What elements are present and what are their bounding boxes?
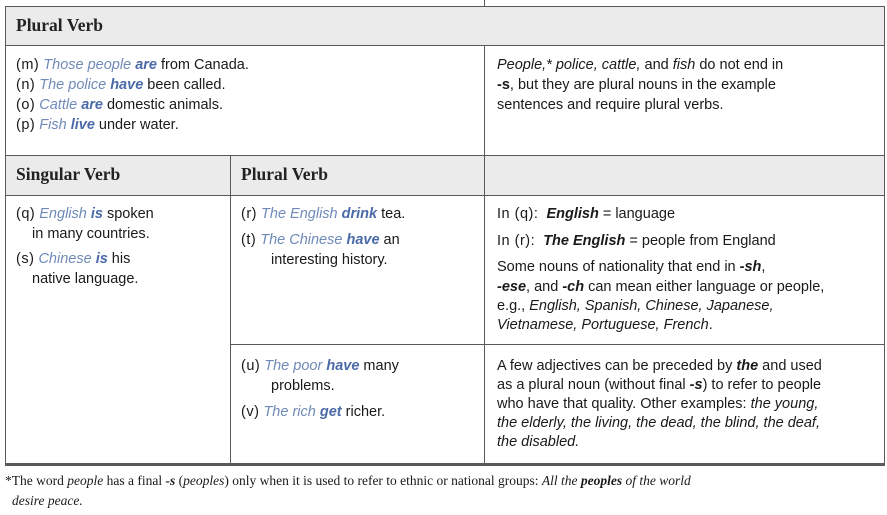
explanation-word: police, cattle, — [551, 57, 641, 73]
example-subject: The poor — [264, 358, 323, 374]
suffix-ch: -ch — [562, 279, 585, 295]
example-subject: English — [39, 206, 87, 222]
table-left-border — [5, 6, 6, 465]
explanation-line — [497, 76, 783, 96]
example-verb: have — [326, 358, 360, 374]
explanation-text: In (q): — [497, 206, 539, 222]
example-rest: many — [359, 358, 399, 374]
example-q-continued: in many countries. — [32, 226, 150, 242]
example-rest: under water. — [94, 117, 179, 133]
example-subject: The Chinese — [260, 232, 343, 248]
example-q — [16, 205, 154, 225]
example-verb: have — [110, 77, 144, 93]
rule-above-column-headers — [5, 155, 885, 156]
example-subject: The English — [261, 206, 338, 222]
footnote — [5, 471, 691, 511]
example-subject: Fish — [39, 117, 67, 133]
explanation-text: who have that quality. Other examples: — [497, 396, 751, 412]
section1-explanation — [497, 56, 783, 116]
explanation-text: and — [640, 57, 673, 73]
explanation-line: the elderly, the living, the dead, the blind, the deaf, — [497, 415, 820, 431]
explanation-text: do not end in — [695, 57, 784, 73]
suffix-sh: -sh — [739, 259, 762, 275]
explanation-line — [497, 96, 783, 116]
example-r — [241, 205, 405, 225]
example-rest: his — [107, 251, 131, 267]
explanation-text: . — [708, 317, 713, 333]
plural-verb-column-heading: Plural Verb — [241, 164, 329, 184]
footnote-word: people — [67, 473, 104, 488]
example-t-continued: interesting history. — [271, 252, 388, 268]
example-verb: are — [81, 97, 103, 113]
suffix-ese: -ese — [497, 279, 527, 295]
explanation-word: Vietnamese, Portuguese, French — [497, 317, 709, 333]
example-verb: is — [90, 206, 103, 222]
explanation-text: and used — [758, 358, 822, 374]
example-rest: from Canada. — [156, 57, 249, 73]
explanation-line — [497, 278, 824, 297]
explanation-line — [497, 56, 783, 76]
example-label: (q) — [16, 206, 36, 222]
example-rest: been called. — [143, 77, 226, 93]
example-p — [16, 116, 249, 136]
suffix-s: -s — [689, 377, 703, 393]
explanation-text: Some nouns of nationality that end in — [497, 259, 740, 275]
example-label: (p) — [16, 117, 36, 133]
example-label: (t) — [241, 232, 257, 248]
example-m — [16, 56, 249, 76]
singular-plural-divider — [230, 155, 231, 465]
example-label: (r) — [241, 206, 257, 222]
explanation-word: English, Spanish, Chinese, Japanese, — [529, 298, 774, 314]
section2-explanation — [497, 205, 824, 335]
example-verb: have — [346, 232, 380, 248]
explanation-text: = language — [598, 206, 676, 222]
explanation-line — [497, 205, 824, 225]
explanation-line: the disabled. — [497, 434, 580, 450]
explanation-line — [497, 376, 822, 395]
example-label: (m) — [16, 57, 40, 73]
section3-examples — [241, 357, 399, 423]
section3-explanation — [497, 357, 822, 452]
example-u-continued: problems. — [271, 378, 335, 394]
explanation-text: In (r): — [497, 233, 536, 249]
example-rest: domestic animals. — [102, 97, 224, 113]
explanation-text: , and — [526, 279, 563, 295]
footnote-line-1 — [5, 471, 691, 491]
example-label: (v) — [241, 404, 260, 420]
footnote-line-2: desire peace. — [12, 493, 83, 508]
singular-examples — [16, 205, 154, 290]
example-verb: drink — [341, 206, 378, 222]
singular-verb-heading: Singular Verb — [16, 164, 121, 184]
explanation-text: e.g., — [497, 298, 530, 314]
example-rest: spoken — [102, 206, 154, 222]
footnote-text: *The word — [5, 473, 68, 488]
example-t — [241, 231, 405, 251]
example-verb: is — [95, 251, 108, 267]
plural-examples — [241, 205, 405, 271]
footnote-suffix: -s — [165, 473, 176, 488]
table-top-rule — [5, 6, 885, 7]
example-label: (o) — [16, 97, 36, 113]
footnote-text: ) only when it is used to refer to ethnic or national groups: — [224, 473, 542, 488]
example-subject: Cattle — [39, 97, 78, 113]
example-verb: get — [319, 404, 342, 420]
explanation-text: sentences and require plural verbs. — [497, 97, 724, 113]
example-verb: are — [135, 57, 157, 73]
explanation-line — [497, 258, 824, 278]
rule-below-column-headers — [5, 195, 885, 196]
example-label: (s) — [16, 251, 35, 267]
explanation-text: = people from England — [625, 233, 776, 249]
example-v — [241, 403, 399, 423]
explanation-text: can mean either language or people, — [584, 279, 825, 295]
explanation-line — [497, 357, 822, 376]
section1-examples — [16, 56, 249, 136]
plural-verb-header-band — [5, 7, 885, 45]
footnote-text: ( — [175, 473, 184, 488]
footnote-word: peoples — [183, 473, 225, 488]
explanation-text: ) to refer to people — [702, 377, 822, 393]
example-s-continued: native language. — [32, 271, 139, 287]
example-o — [16, 96, 249, 116]
suffix-s: -s — [497, 77, 510, 93]
top-stub-divider — [484, 0, 485, 7]
example-subject: Chinese — [38, 251, 92, 267]
example-label: (u) — [241, 358, 261, 374]
example-rest: tea. — [377, 206, 406, 222]
footnote-example: of the world — [622, 473, 691, 488]
footnote-example-bold: peoples — [580, 473, 623, 488]
example-subject: The rich — [263, 404, 316, 420]
example-subject: The police — [39, 77, 107, 93]
footnote-example: All the — [541, 473, 581, 488]
table-right-border — [884, 6, 885, 465]
example-rest: an — [379, 232, 400, 248]
plural-verb-heading: Plural Verb — [16, 15, 104, 35]
explanation-line — [497, 316, 824, 335]
example-label: (n) — [16, 77, 36, 93]
footnote-text: has a final — [103, 473, 166, 488]
example-subject: Those people — [43, 57, 132, 73]
word-the: the — [736, 358, 759, 374]
explanation-word: People,* — [497, 57, 552, 73]
explanation-text: , but they are plural nouns in the example — [509, 77, 776, 93]
explanation-word: English — [546, 206, 599, 222]
explanation-word: the young, — [750, 396, 819, 412]
column-header-band — [5, 155, 885, 195]
rule-above-section3 — [230, 344, 885, 345]
example-u — [241, 357, 399, 377]
explanation-text: A few adjectives can be preceded by — [497, 358, 737, 374]
example-rest: richer. — [341, 404, 386, 420]
example-verb: live — [70, 117, 95, 133]
explanation-column-divider — [484, 45, 485, 465]
rule-below-plural-header — [5, 45, 885, 46]
explanation-text: , — [761, 259, 766, 275]
explanation-text: as a plural noun (without final — [497, 377, 690, 393]
explanation-line — [497, 297, 824, 316]
explanation-word: fish — [672, 57, 696, 73]
explanation-line — [497, 232, 824, 252]
explanation-word: The English — [543, 233, 626, 249]
explanation-line — [497, 395, 822, 414]
table-bottom-rule — [5, 463, 885, 466]
example-s — [16, 250, 154, 270]
example-n — [16, 76, 249, 96]
